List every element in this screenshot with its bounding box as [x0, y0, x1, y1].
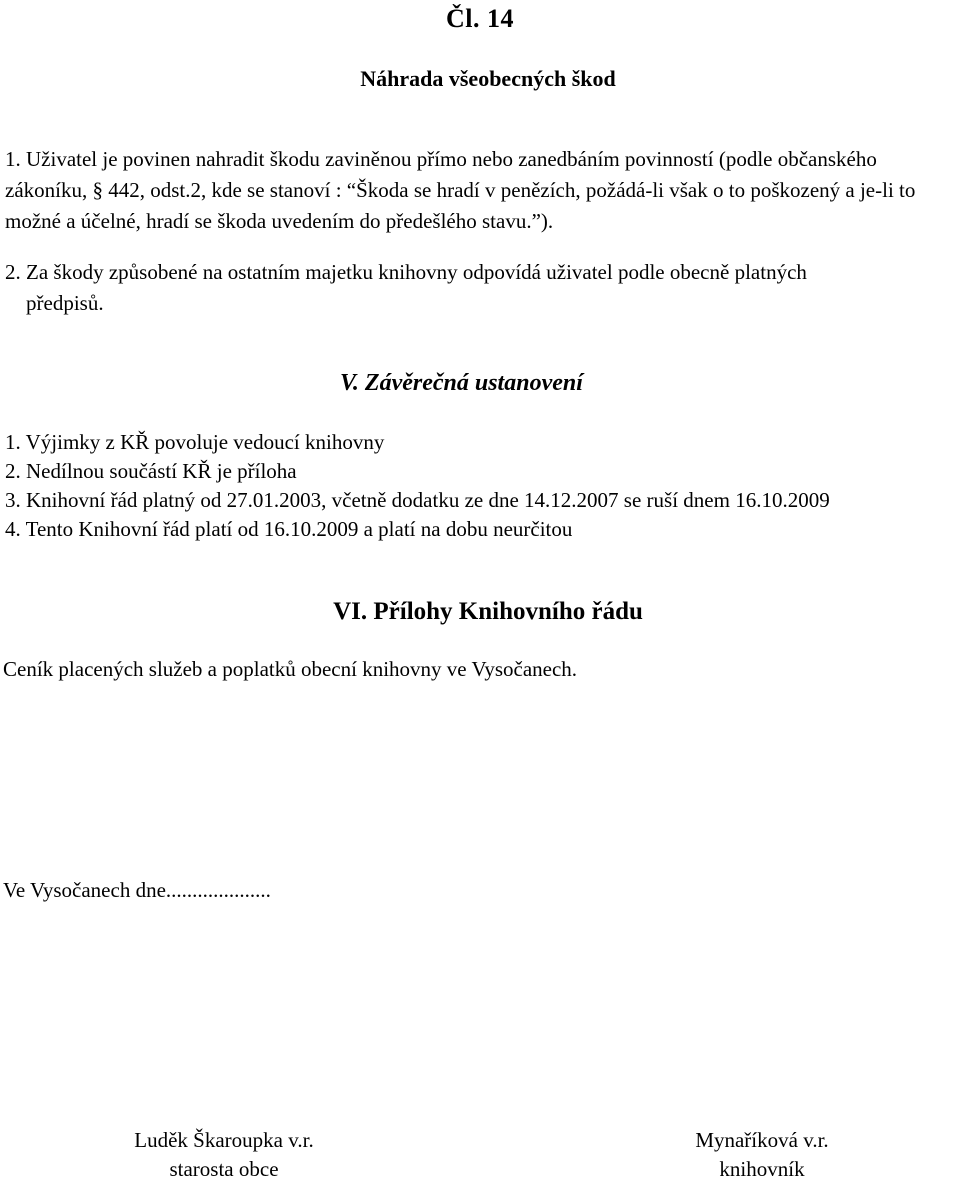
paragraph-1-number: 1. [5, 147, 21, 171]
signature-right-name: Mynaříková v.r. [695, 1128, 829, 1152]
paragraph-2-line1: Za škody způsobené na ostatním majetku knihovny odpovídá uživatel podle obecně platných [26, 260, 807, 284]
list-item: 3. Knihovní řád platný od 27.01.2003, včetně dodatku ze dne 14.12.2007 se ruší dnem 16.10.2009 [5, 488, 830, 512]
chapter-number: Čl. 14 [446, 4, 514, 33]
final-provisions-list [5, 428, 830, 544]
signature-left-name: Luděk Škaroupka v.r. [134, 1128, 314, 1152]
attachments-heading: VI. Přílohy Knihovního řádu [333, 598, 643, 625]
list-item: 2. Nedílnou součástí KŘ je příloha [5, 459, 297, 483]
list-item: 4. Tento Knihovní řád platí od 16.10.2009 a platí na dobu neurčitou [5, 517, 573, 541]
signature-left-role: starosta obce [169, 1157, 279, 1181]
paragraph-2-number: 2. [5, 260, 21, 284]
paragraph-1-text: Uživatel je povinen nahradit škodu zaviněnou přímo nebo zanedbáním povinností (podle občanského zákoníku, § 442, odst.2, kde se stanoví : “Škoda se hradí v penězích, požádá-li však o to poškozený a je-li to možné a účelné, hradí se škoda uvedením do předešlého stavu.”). [5, 147, 916, 233]
paragraph-1 [5, 144, 955, 237]
paragraph-2 [5, 257, 955, 319]
attachment-text: Ceník placených služeb a poplatků obecní knihovny ve Vysočanech. [3, 657, 578, 681]
final-provisions-heading: V. Závěrečná ustanovení [340, 370, 583, 396]
signature-left [108, 1126, 340, 1184]
signature-right-role: knihovník [719, 1157, 805, 1181]
paragraph-2-line2: předpisů. [26, 291, 104, 315]
place-date: Ve Vysočanech dne.................... [3, 878, 271, 902]
section-title: Náhrada všeobecných škod [360, 66, 616, 91]
list-item: 1. Výjimky z KŘ povoluje vedoucí knihovny [5, 430, 385, 454]
signature-right [682, 1126, 842, 1184]
